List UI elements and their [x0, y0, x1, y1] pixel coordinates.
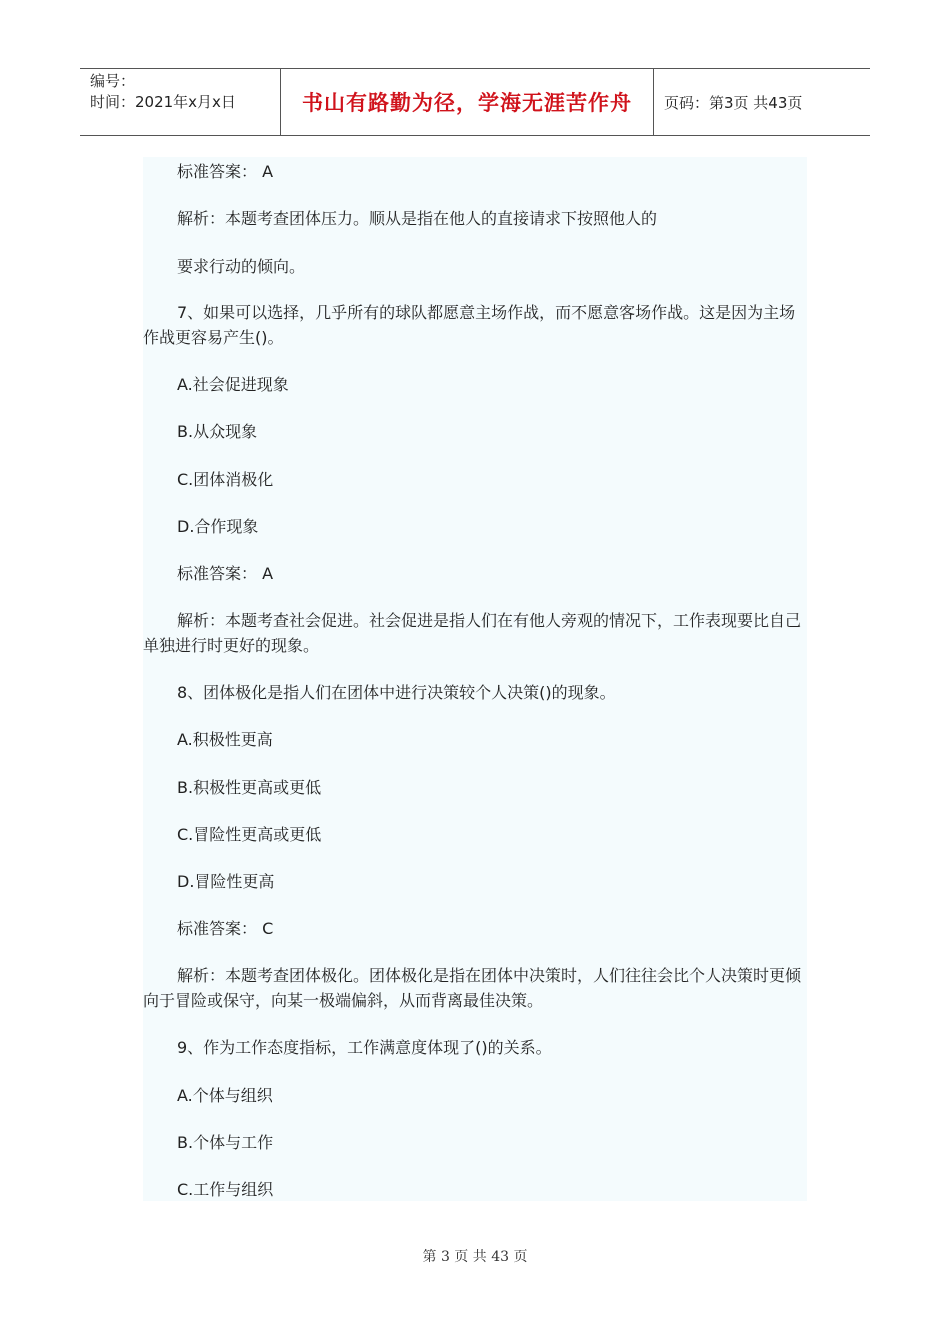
option-7a: A.社会促进现象	[177, 375, 289, 394]
option-8c: C.冒险性更高或更低	[177, 825, 322, 844]
number-label: 编号：	[90, 72, 136, 90]
explanation-7: 解析：本题考查社会促进。社会促进是指人们在有他人旁观的情况下，工作表现要比自己单独进行时更好的现象。	[143, 611, 802, 655]
answer-8: 标准答案： C	[177, 919, 274, 938]
header-motto-cell	[281, 69, 654, 135]
header-meta-cell	[80, 69, 281, 135]
motto-text: 书山有路勤为径，学海无涯苦作舟	[302, 90, 632, 115]
page-footer: 第 3 页 共 43 页	[422, 1249, 528, 1265]
option-8b: B.积极性更高或更低	[177, 778, 322, 797]
option-8a: A.积极性更高	[177, 730, 273, 749]
answer-line: 标准答案： A	[177, 162, 274, 181]
document-body	[143, 157, 807, 1201]
header-page-cell	[654, 69, 870, 135]
option-7d: D.合作现象	[177, 517, 259, 536]
option-9a: A.个体与组织	[177, 1086, 273, 1105]
time-label: 时间：2021年x月x日	[90, 93, 236, 111]
option-8d: D.冒险性更高	[177, 872, 275, 891]
explanation-line: 解析：本题考查团体压力。顺从是指在他人的直接请求下按照他人的	[177, 209, 658, 228]
option-7b: B.从众现象	[177, 422, 258, 441]
option-7c: C.团体消极化	[177, 470, 274, 489]
answer-7: 标准答案： A	[177, 564, 274, 583]
explanation-continuation: 要求行动的倾向。	[177, 257, 306, 276]
question-9: 9、作为工作态度指标，工作满意度体现了()的关系。	[177, 1038, 552, 1057]
question-8: 8、团体极化是指人们在团体中进行决策较个人决策()的现象。	[177, 683, 616, 702]
page-header	[80, 68, 870, 136]
option-9c: C.工作与组织	[177, 1180, 274, 1199]
page-info: 页码：第3页 共43页	[664, 93, 803, 112]
explanation-8: 解析：本题考查团体极化。团体极化是指在团体中决策时，人们往往会比个人决策时更倾向于冒险或保守，向某一极端偏斜，从而背离最佳决策。	[143, 966, 802, 1010]
question-7: 7、如果可以选择，几乎所有的球队都愿意主场作战，而不愿意客场作战。这是因为主场作战更容易产生()。	[143, 303, 796, 347]
option-9b: B.个体与工作	[177, 1133, 274, 1152]
